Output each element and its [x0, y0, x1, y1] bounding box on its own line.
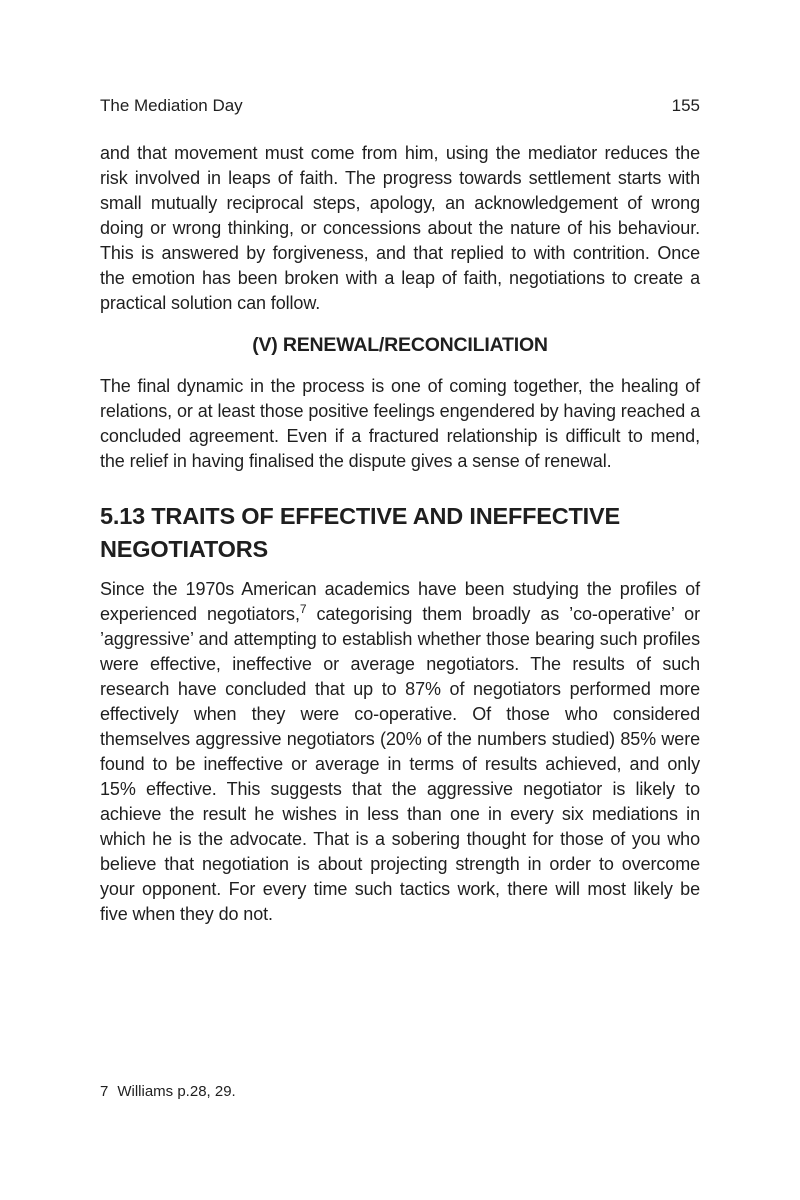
paragraph-traits-part1: Since the 1970s American academics have been studying the profiles of experienced negotiators, [100, 579, 700, 624]
paragraph-leap-of-faith: and that movement must come from him, using the mediator reduces the risk involved in leaps of faith. The progress towards settlement starts with small mutually reciprocal steps, apology, an acknowledgement of wrong doing or wrong thinking, or concessions about the nature of his behaviour. This is answered by forgiveness, and that replied to with contrition. Once the emotion has been broken with a leap of faith, negotiations to create a practical solution can follow. [100, 143, 700, 313]
running-header [100, 0, 700, 116]
paragraph-renewal: The final dynamic in the process is one of coming together, the healing of relations, or at least those positive feelings engendered by having reached a concluded agreement. Even if a fractured relationship is difficult to mend, the relief in having finalised the dispute gives a sense of renewal. [100, 376, 700, 471]
paragraph-traits-part2: categorising them broadly as ’co-operative’ or ’aggressive’ and attempting to establish whether those bearing such profiles were effective, ineffective or average negotiators. The results of such research have concluded that up to 87% of negotiators performed more effectively when they were co-operative. Of those who considered themselves aggressive negotiators (20% of the numbers studied) 85% were found to be ineffective or average in terms of results achieved, and only 15% effective. This suggests that the aggressive negotiator is likely to achieve the result he wishes in less than one in every six mediations in which he is the advocate. That is a sobering thought for those of you who believe that negotiation is about projecting strength in order to overcome your opponent. For every time such tactics work, there will most likely be five when they do not. [100, 604, 700, 924]
page-number: 155 [671, 96, 700, 115]
footnote [100, 1082, 236, 1101]
running-header-title: The Mediation Day [100, 96, 243, 115]
heading-5-13-traits: 5.13 TRAITS OF EFFECTIVE AND INEFFECTIVE NEGOTIATORS [100, 503, 620, 562]
paragraph-traits-research [100, 577, 700, 927]
footnote-text: Williams p.28, 29. [117, 1083, 236, 1100]
heading-renewal-reconciliation: (V) RENEWAL/RECONCILIATION [252, 334, 548, 356]
footnote-number: 7 [100, 1083, 109, 1100]
footnote-reference-7: 7 [299, 602, 307, 616]
